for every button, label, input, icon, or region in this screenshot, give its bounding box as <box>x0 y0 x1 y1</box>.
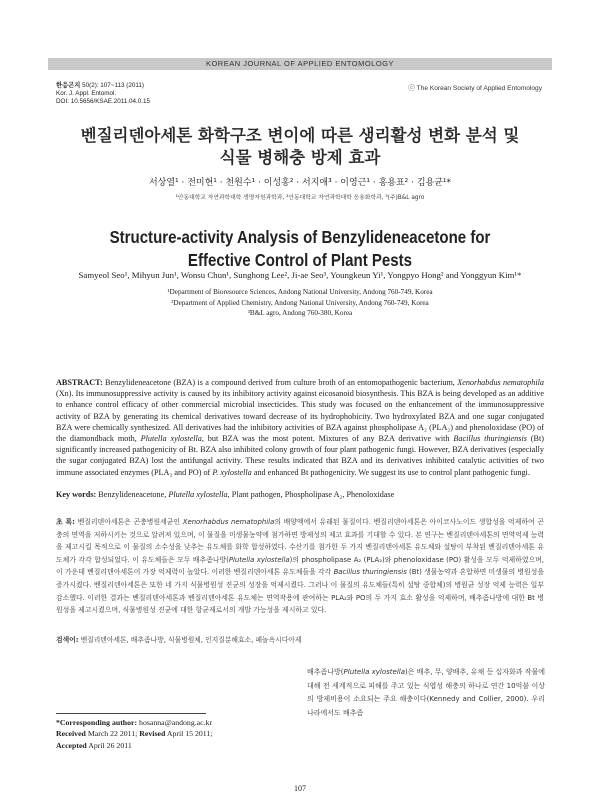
abstract-text-4: (Bt) significantly increased pathogenicity of Bt. BZA also inhibited colony growth of four plant pathogenic fungi. However, BZA derivatives (especially the sugar conjugated BZA) lost the antifungal activity. These results indicated that BZA and its derivatives inhibited catalytic activities of two immune associated enzymes (PLA₂ and PO) of <box>56 434 544 477</box>
abstract-text-2: (Xn). Its immunosuppressive activity is caused by its inhibitory activity against eicosanoid biosynthesis. This BZA is being developed as an additive to enhance control efficacy of other commercial microbial insecticides. This study was focused on the enhancement of the immunosuppressive activity of BZA by generating its chemical derivatives toward decrease of its hydrophobicity. Two hydroxylated BZA and one sugar conjugated BZA were chemically synthesized. All derivatives had the inhibitory activities of BZA against phospholipase A₂ (PLA₂) and phenoloxidase (PO) of the diamondback moth, <box>56 389 544 444</box>
korean-keywords-text: 벤질리덴아세톤, 배추좀나방, 식물병원체, 인지질분해효소, 페놀옥시다아제 <box>78 636 302 644</box>
journal-header-band: KOREAN JOURNAL OF APPLIED ENTOMOLOGY <box>48 58 552 70</box>
korean-abstract-species-1: Xenorhabdus nematophila <box>182 518 275 526</box>
citation-line-1 <box>56 82 316 90</box>
journal-citation <box>56 82 316 107</box>
abstract-text-5: and enhanced Bt pathogenicity. We suggest its use to control plant pathogenic fungi. <box>251 467 530 477</box>
accepted-date: April 26 2011 <box>86 740 132 750</box>
english-abstract <box>56 377 544 478</box>
abstract-species-1: Xenorhabdus nematophila <box>457 378 544 387</box>
abstract-text-3: , but BZA was the most potent. Mixtures of any BZA derivative with <box>201 434 454 444</box>
doi-line: DOI: 10.5656/KSAE.2011.04.0.15 <box>56 98 151 106</box>
abstract-label: ABSTRACT: <box>56 378 103 387</box>
english-authors: Samyeol Seo¹, Mihyun Jun¹, Wonsu Chun¹, Sunghong Lee², Ji-ae Seo³, Youngkeun Yi¹, Yongpyo Hong² and Yonggyun Kim¹* <box>78 270 522 280</box>
korean-title-line-1: 벤질리덴아세톤 화학구조 변이에 따른 생리활성 변화 분석 및 <box>80 126 520 145</box>
footnote-divider <box>56 713 206 714</box>
correspondence-block <box>56 717 316 751</box>
korean-abstract-text-1: 벤질리덴아세톤은 곤충병원세균인 <box>74 518 183 526</box>
korean-title-line-2: 식물 병해충 방제 효과 <box>219 148 381 167</box>
body-text-2: )은 배추, 무, 양배추, 유채 등 십자화과 작물에 대해 전 세계적으로 피해를 주고 있는 식엽성 해충의 하나로 연간 10억불 이상의 방제비용이 소요되는 주요 해충이다(Kennedy and Collier, 2000). 우리나라에서도 배추좀 <box>307 668 546 717</box>
body-text-1: 배추좀나방( <box>307 668 344 676</box>
affiliation-2: ²Department of Applied Chemistry, Andong National University, Andong 760-749, Korea <box>171 298 429 307</box>
corresponding-author-line <box>56 717 316 728</box>
copyright-notice: ⓒ The Korean Society of Applied Entomology <box>408 85 542 92</box>
korean-abstract-text-4: (Bt) 생물농약과 혼합하면 미생물의 병원성을 증가시켰다. 벤질리덴아세톤은 또한 네 가지 식물병원성 진균의 성장을 억제시켰다. 그러나 이 물질의 유도체들(특히 설탕 중합체)의 병원균 성장 억제 능력은 일부 감소했다. 이러한 결과는 벤질리덴아세톤과 벤질리덴아세톤 유도체는 면역작용에 관여하는 PLA₂와 PO의 두 가지 효소 활성을 억제하며, 배추좀나방에 대한 Bt 병원성을 제고시켰으며, 식물병원성 진균에 대한 항균제로서의 개발 가능성을 제시하고 있다. <box>56 568 544 615</box>
received-label: Received <box>56 729 86 739</box>
korean-abstract-text-2: 의 배양액에서 유래된 물질이다. 벤질리덴아세톤은 아이코사노이드 생합성을 억제하여 곤충의 면역을 저하시키는 것으로 알려져 있으며, 이 물질을 미생물농약에 첨가하면 방제성의 제고 효과를 기대할 수 있다. 본 연구는 벤질리덴아세톤의 면역억제 능력을 제고시킬 목적으로 이 물질의 소수성을 낮추는 유도체를 화학 합성하였다. 수산기를 첨가한 두 가지 벤질리덴아세톤 유도체와 설탕이 부착된 벤질리덴아세톤 유도체가 각각 합성되었다. 이 유도체들은 모두 배추좀나방( <box>56 518 544 564</box>
keywords-species: Plutella xylostella <box>168 490 228 499</box>
english-title-line-1: Structure-activity Analysis of Benzylideneacetone for <box>109 227 491 247</box>
korean-abstract-species-2: Plutella xylostella <box>228 555 290 564</box>
revised-label: Revised <box>139 729 166 739</box>
accepted-line <box>56 740 316 751</box>
english-title-line-2: Effective Control of Plant Pests <box>187 250 413 270</box>
received-date: March 22 2011; <box>85 729 140 739</box>
korean-abstract-label: 초 록: <box>56 518 75 526</box>
keywords-label: Key words: <box>56 490 97 499</box>
korean-affiliations: ¹안동대학교 자연과학대학 생명자원과학과, ²안동대학교 자연과학대학 응용화학과, ³(주)B&L agro <box>175 195 425 201</box>
citation-line-2: Kor. J. Appl. Entomol. <box>56 90 117 98</box>
korean-abstract <box>56 516 544 617</box>
journal-korean-name: 한응곤지 <box>56 82 81 89</box>
english-keywords <box>56 489 544 500</box>
english-title <box>76 226 523 272</box>
korean-title <box>40 125 560 169</box>
corresponding-author-label: *Corresponding author: <box>56 718 138 727</box>
korean-keywords <box>56 635 544 645</box>
keywords-text-1: Benzylideneacetone, <box>96 490 169 499</box>
korean-authors: 서상열¹ · 전미현¹ · 천원수¹ · 이성홍² · 서지애³ · 이영근¹ · 홍용표² · 김용균¹* <box>148 178 452 188</box>
abstract-species-3: Bacillus thuringiensis <box>453 434 527 444</box>
abstract-text-1: Benzylideneacetone (BZA) is a compound derived from culture broth of an entomopathogenic bacterium, <box>102 378 458 387</box>
corresponding-email: hosanna@andong.ac.kr <box>137 718 213 727</box>
abstract-species-2: Plutella xylostella <box>140 434 202 444</box>
korean-keywords-label: 검색어: <box>56 636 79 644</box>
volume-pages: 50(2): 107~113 (2011) <box>80 82 144 89</box>
received-revised-line <box>56 728 316 739</box>
page-number: 107 <box>294 784 306 793</box>
affiliation-1: ¹Department of Bioresource Sciences, Andong National University, Andong 760-749, Korea <box>167 288 433 296</box>
body-text-column <box>307 666 545 720</box>
keywords-text-2: , Plant pathogen, Phospholipase A₂, Phenoloxidase <box>227 490 395 499</box>
accepted-label: Accepted <box>56 740 87 750</box>
english-affiliations <box>40 287 560 319</box>
korean-abstract-text-3: )의 phospholipase A₂ (PLA₂)와 phenoloxidase (PO) 활성을 모두 억제하였으며, 이 가운데 벤질리덴아세톤이 가장 억제력이 높았다. 이러한 벤질리덴아세톤 유도체들을 각각 <box>56 555 544 577</box>
korean-abstract-species-3: Bacillus thuringiensis <box>333 568 407 577</box>
abstract-species-4: P. xylostella <box>212 467 252 477</box>
body-species: Plutella xylostella <box>343 668 406 676</box>
revised-date: April 15 2011; <box>165 729 213 739</box>
affiliation-3: ³B&L agro, Andong 760-380, Korea <box>247 309 353 317</box>
